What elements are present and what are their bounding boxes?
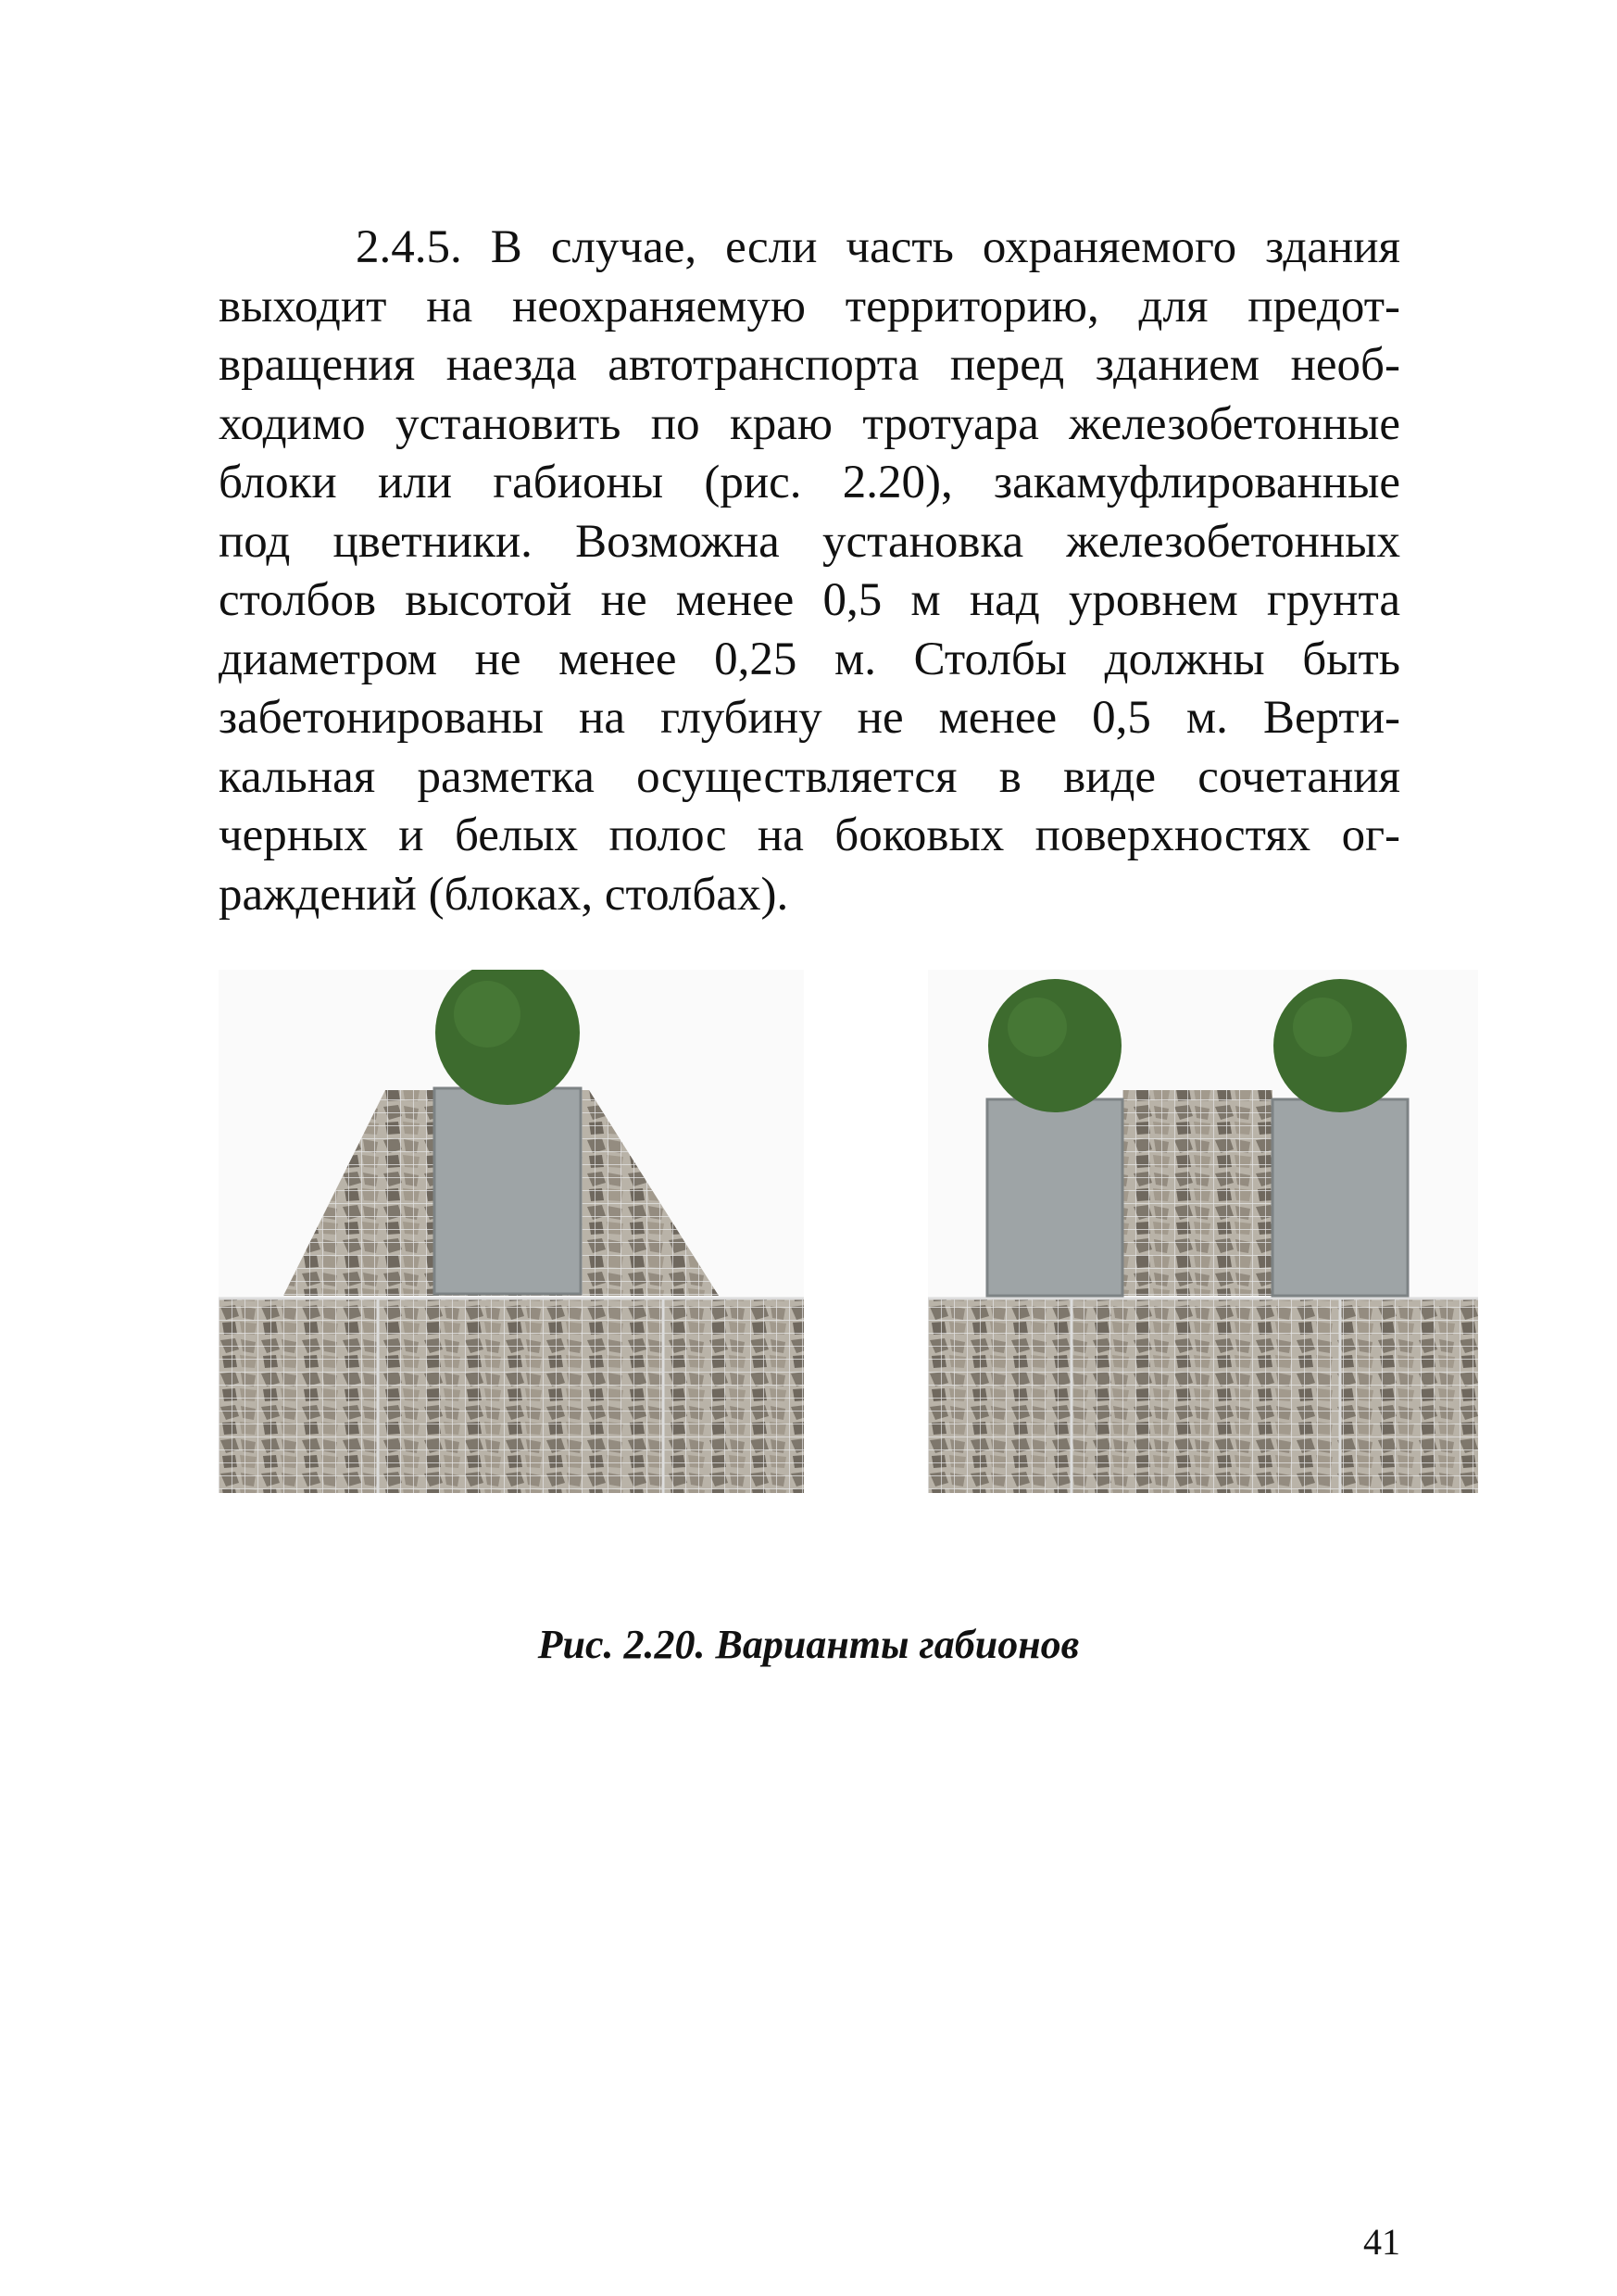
paragraph-line: ходимо установить по краю тротуара железобетонные bbox=[219, 397, 1400, 450]
paragraph-line: под цветники. Возможна установка железобетонных bbox=[219, 515, 1400, 568]
paragraph-line: диаметром не менее 0,25 м. Столбы должны быть bbox=[219, 633, 1400, 685]
paragraph-line: раждений (блоках, столбах). bbox=[219, 868, 789, 921]
page-number: 41 bbox=[1363, 2221, 1400, 2263]
gabion-photo-pyramid bbox=[219, 970, 804, 1493]
paragraph-line: забетонированы на глубину не менее 0,5 м. Верти- bbox=[219, 692, 1400, 744]
body-paragraph bbox=[219, 219, 1400, 924]
gabion-photo-two-planters bbox=[928, 970, 1478, 1493]
paragraph-line: вращения наезда автотранспорта перед зданием необ- bbox=[219, 339, 1400, 391]
paragraph-line: выходит на неохраняемую территорию, для предот- bbox=[219, 280, 1400, 332]
paragraph-line: черных и белых полос на боковых поверхностях ог- bbox=[219, 809, 1400, 861]
paragraph-line: блоки или габионы (рис. 2.20), закамуфлированные bbox=[219, 457, 1400, 508]
figure-caption: Рис. 2.20. Варианты габионов bbox=[537, 1622, 1080, 1667]
paragraph-line: 2.4.5. В случае, если часть охраняемого здания bbox=[356, 221, 1400, 273]
paragraph-line: кальная разметка осуществляется в виде сочетания bbox=[219, 750, 1400, 803]
paragraph-line: столбов высотой не менее 0,5 м над уровнем грунта bbox=[219, 574, 1400, 626]
